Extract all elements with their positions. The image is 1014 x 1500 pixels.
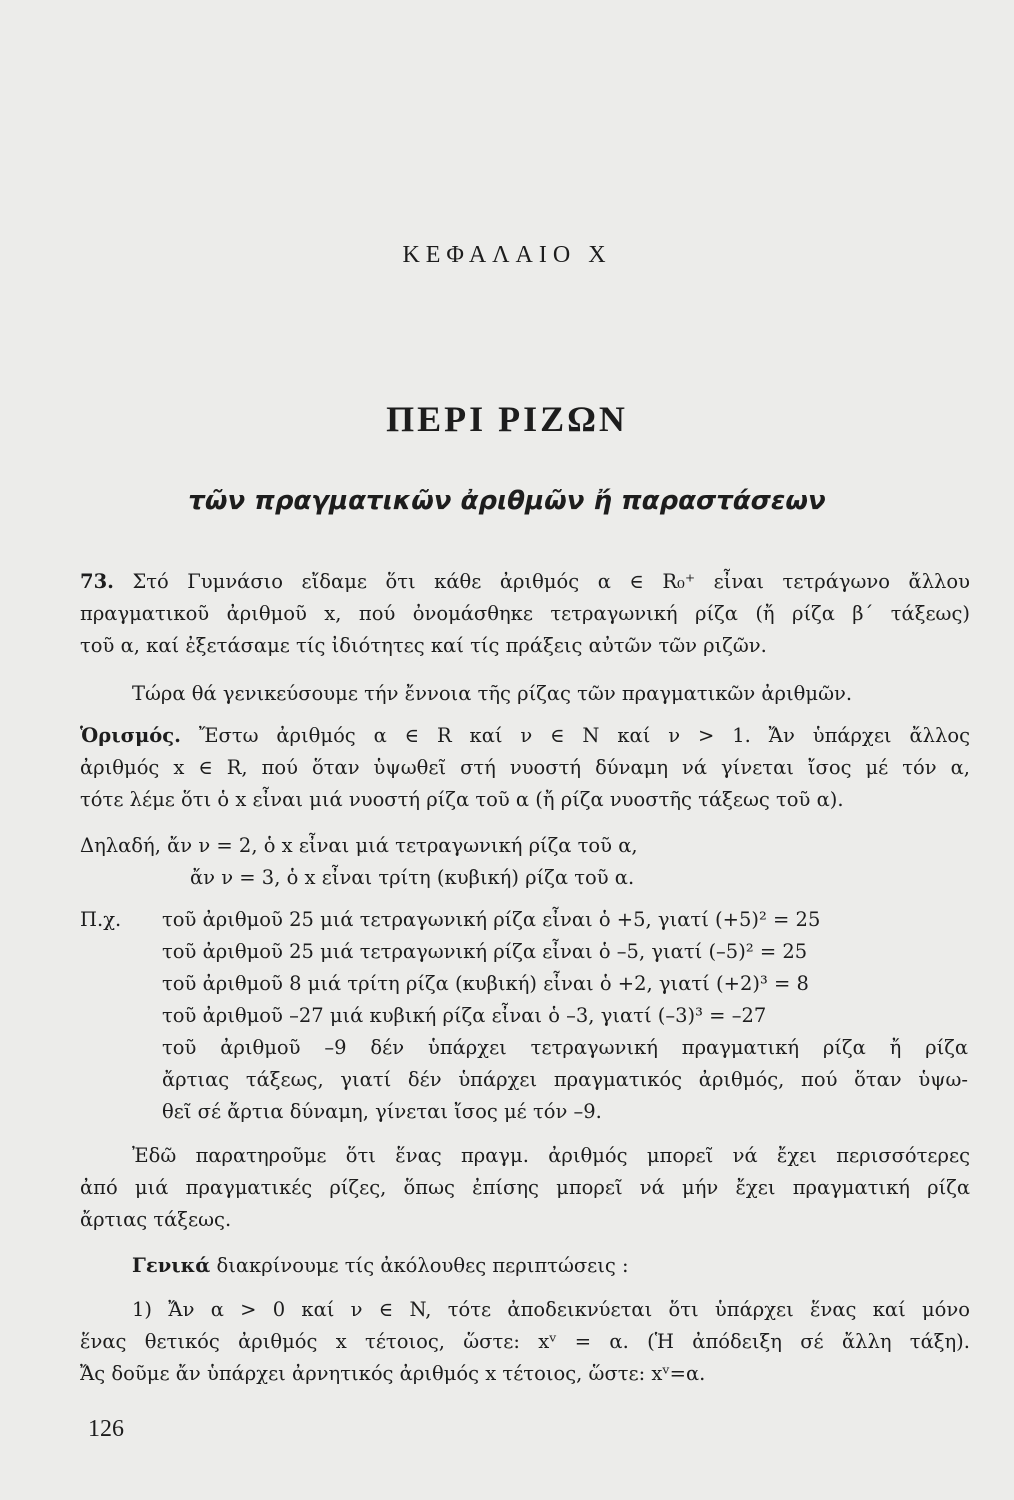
- definition-line-4: Δηλαδή, ἄν ν = 2, ὁ x εἶναι μιά τετραγωνική ρίζα τοῦ α,: [80, 834, 638, 857]
- general-text: διακρίνουμε τίς ἀκόλουθες περιπτώσεις :: [216, 1254, 629, 1277]
- case1-line-1: 1) Ἄν α > 0 καί ν ∈ N, τότε ἀποδεικνύεται ὅτι ὑπάρχει ἕνας καί μόνο: [132, 1298, 970, 1321]
- case1-line-3: Ἄς δοῦμε ἄν ὑπάρχει ἀρνητικός ἀριθμός x τέτοιος, ὥστε: xᵛ=α.: [80, 1362, 706, 1385]
- section-number: 73.: [80, 570, 114, 593]
- examples-label: Π.χ.: [80, 908, 122, 931]
- definition-line-3: τότε λέμε ὅτι ὁ x εἶναι μιά νυοστή ρίζα τοῦ α (ἤ ρίζα νυοστῆς τάξεως τοῦ α).: [80, 788, 844, 811]
- section-line-2: πραγματικοῦ ἀριθμοῦ x, πού ὀνομάσθηκε τετραγωνική ρίζα (ἤ ρίζα β΄ τάξεως): [80, 602, 970, 625]
- example-line-7: θεῖ σέ ἄρτια δύναμη, γίνεται ἴσος μέ τόν –9.: [162, 1100, 602, 1123]
- chapter-heading: ΚΕΦΑΛΑΙΟ Χ: [402, 242, 612, 268]
- section-line-4: Τώρα θά γενικεύσουμε τήν ἔννοια τῆς ρίζας τῶν πραγματικῶν ἀριθμῶν.: [132, 682, 853, 705]
- page-number: 126: [88, 1416, 124, 1442]
- definition-line-2: ἀριθμός x ∈ R, πού ὅταν ὑψωθεῖ στή νυοστή δύναμη νά γίνεται ἴσος μέ τόν α,: [80, 756, 970, 779]
- general-line: [132, 1250, 970, 1282]
- definition-text: Ἔστω ἀριθμός α ∈ R καί ν ∈ N καί ν > 1. Ἄν ὑπάρχει ἄλλος: [198, 724, 971, 747]
- page-title: ΠΕΡΙ ΡΙΖΩΝ: [386, 399, 628, 439]
- page-subtitle: τῶν πραγματικῶν ἀριθμῶν ἤ παραστάσεων: [188, 486, 826, 516]
- example-line-2: τοῦ ἀριθμοῦ 25 μιά τετραγωνική ρίζα εἶναι ὁ –5, γιατί (–5)² = 25: [162, 940, 808, 963]
- remark-line-3: ἄρτιας τάξεως.: [80, 1208, 232, 1231]
- example-line-1: τοῦ ἀριθμοῦ 25 μιά τετραγωνική ρίζα εἶναι ὁ +5, γιατί (+5)² = 25: [162, 908, 821, 931]
- remark-line-1: Ἐδῶ παρατηροῦμε ὅτι ἕνας πραγμ. ἀριθμός μπορεῖ νά ἔχει περισσότερες: [132, 1144, 970, 1167]
- case1-line-2: ἕνας θετικός ἀριθμός x τέτοιος, ὥστε: xᵛ = α. (Ἡ ἀπόδειξη σέ ἄλλη τάξη).: [80, 1330, 970, 1353]
- section-text: Στό Γυμνάσιο εἴδαμε ὅτι κάθε ἀριθμός α ∈ R₀⁺ εἶναι τετράγωνο ἄλλου: [132, 570, 970, 593]
- general-label: Γενικά: [132, 1254, 211, 1277]
- definition-label: Ὁρισμός.: [80, 724, 181, 747]
- definition-line-1: [80, 720, 970, 752]
- section-line-1: [80, 566, 970, 598]
- section-line-3: τοῦ α, καί ἐξετάσαμε τίς ἰδιότητες καί τίς πράξεις αὐτῶν τῶν ριζῶν.: [80, 634, 767, 657]
- remark-line-2: ἀπό μιά πραγματικές ρίζες, ὅπως ἐπίσης μπορεῖ νά μήν ἔχει πραγματική ρίζα: [80, 1176, 970, 1199]
- example-line-3: τοῦ ἀριθμοῦ 8 μιά τρίτη ρίζα (κυβική) εἶναι ὁ +2, γιατί (+2)³ = 8: [162, 972, 809, 995]
- example-line-5: τοῦ ἀριθμοῦ –9 δέν ὑπάρχει τετραγωνική πραγματική ρίζα ἤ ρίζα: [162, 1036, 968, 1059]
- example-line-4: τοῦ ἀριθμοῦ –27 μιά κυβική ρίζα εἶναι ὁ –3, γιατί (–3)³ = –27: [162, 1004, 767, 1027]
- example-line-6: ἄρτιας τάξεως, γιατί δέν ὑπάρχει πραγματικός ἀριθμός, πού ὅταν ὑψω-: [162, 1068, 968, 1091]
- definition-line-5: ἄν ν = 3, ὁ x εἶναι τρίτη (κυβική) ρίζα τοῦ α.: [190, 866, 635, 889]
